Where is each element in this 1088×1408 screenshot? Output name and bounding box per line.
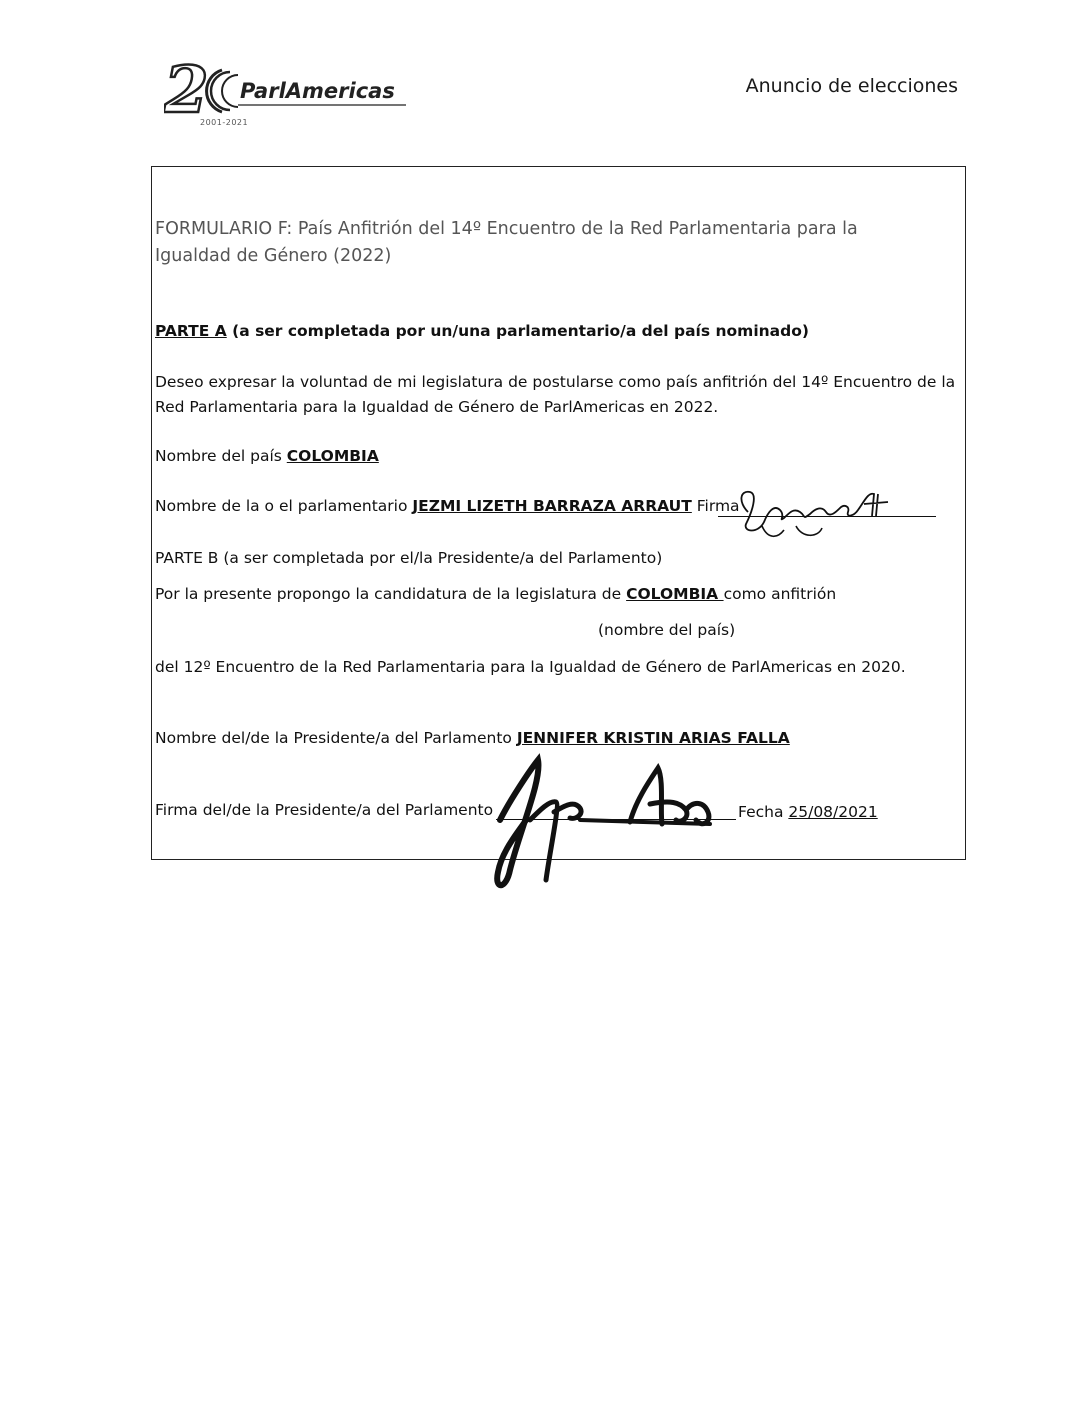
proposal-prefix: Por la presente propongo la candidatura de la legislatura de	[155, 585, 627, 603]
form-title: FORMULARIO F: País Anfitrión del 14º Encuentro de la Red Parlamentaria para la Igualdad de Género (2022)	[155, 219, 858, 266]
part-a-description: (a ser completada por un/una parlamentario/a del país nominado)	[226, 322, 809, 340]
svg-text:ParlAmericas: ParlAmericas	[240, 79, 395, 103]
part-a-heading	[155, 322, 809, 340]
proposal-line	[155, 585, 836, 603]
part-a-statement-line1: Deseo expresar la voluntad de mi legislatura de postularse como país anfitrión del 14º Encuentro de la	[155, 373, 956, 391]
proposal-suffix: como anfitrión	[723, 585, 837, 603]
part-a-label: PARTE A	[155, 322, 227, 340]
president-signature	[480, 740, 740, 900]
proposal-country: COLOMBIA	[626, 585, 724, 603]
president-signature-field	[155, 801, 493, 819]
president-label: Nombre del/de la Presidente/a del Parlamento	[155, 729, 517, 747]
svg-text:2: 2	[164, 53, 209, 128]
date-value: 25/08/2021	[788, 803, 878, 821]
president-value: JENNIFER KRISTIN ARIAS FALLA	[516, 729, 790, 747]
logo-year: 2001-2021	[200, 118, 249, 127]
country-hint: (nombre del país)	[598, 621, 736, 639]
part-a-statement-line2: Red Parlamentaria para la Igualdad de Género de ParlAmericas en 2022.	[155, 398, 719, 416]
parliamentarian-signature	[718, 482, 938, 542]
president-signature-label: Firma del/de la Presidente/a del Parlamento	[155, 801, 494, 819]
signature-label: Firma	[691, 497, 740, 515]
date-field	[738, 803, 878, 821]
country-value: COLOMBIA	[286, 447, 379, 465]
parliamentarian-field	[155, 497, 740, 515]
country-field	[155, 447, 379, 465]
country-label: Nombre del país	[155, 447, 287, 465]
announcement-title: Anuncio de elecciones	[745, 75, 958, 97]
part-b-heading: PARTE B (a ser completada por el/la Presidente/a del Parlamento)	[155, 549, 663, 567]
date-label: Fecha	[738, 803, 789, 821]
parliamentarian-label: Nombre de la o el parlamentario	[155, 497, 413, 515]
parliamentarian-value: JEZMI LIZETH BARRAZA ARRAUT	[412, 497, 692, 515]
meeting-line: del 12º Encuentro de la Red Parlamentaria para la Igualdad de Género de ParlAmericas en 2020.	[155, 658, 906, 676]
